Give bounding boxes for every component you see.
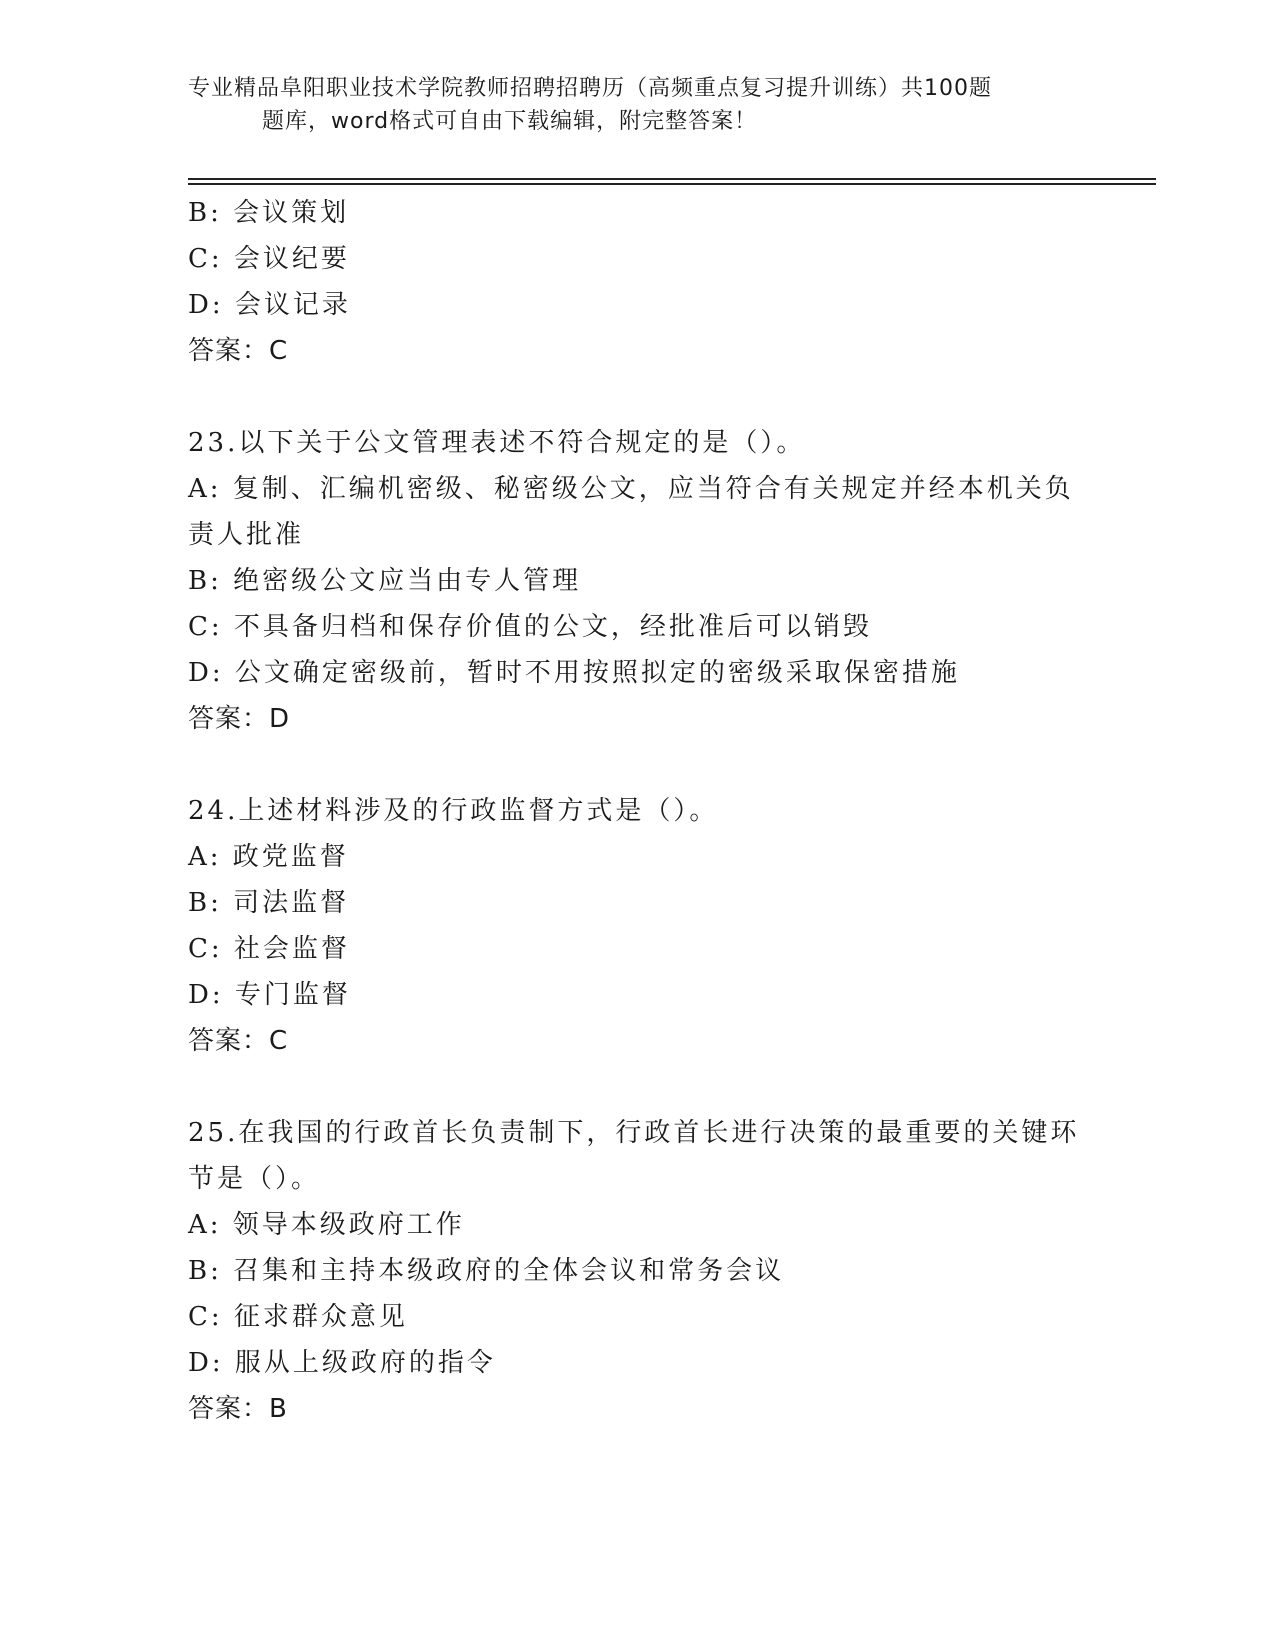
question-stem: 23.以下关于公文管理表述不符合规定的是（）。	[188, 428, 806, 458]
option-d: D: 公文确定密级前，暂时不用按照拟定的密级采取保密措施	[188, 658, 960, 688]
spacer	[188, 374, 1068, 420]
option-d: D: 会议记录	[188, 290, 351, 320]
option-d: D: 专门监督	[188, 980, 351, 1010]
option-c: C: 会议纪要	[188, 244, 350, 274]
question-stem: 24.上述材料涉及的行政监督方式是（）。	[188, 796, 719, 826]
spacer	[188, 1064, 1068, 1110]
option-c: C: 征求群众意见	[188, 1302, 408, 1332]
document-header	[188, 72, 1068, 138]
question-block-23	[188, 420, 1074, 742]
header-divider-top	[188, 178, 1156, 180]
header-title-line1: 专业精品阜阳职业技术学院教师招聘招聘历（高频重点复习提升训练）共100题	[188, 76, 992, 101]
answer-line: 答案：B	[188, 1394, 288, 1424]
option-b: B: 绝密级公文应当由专人管理	[188, 566, 582, 596]
question-stem-continued: 节是（）。	[188, 1164, 321, 1194]
question-list	[188, 190, 1080, 1432]
option-c: C: 不具备归档和保存价值的公文，经批准后可以销毁	[188, 612, 872, 642]
question-block-25	[188, 1110, 1080, 1432]
option-a: A: 领导本级政府工作	[188, 1210, 465, 1240]
answer-line: 答案：C	[188, 336, 289, 366]
header-title-line2: 题库，word格式可自由下载编辑，附完整答案！	[262, 109, 758, 134]
option-a-continued: 责人批准	[188, 520, 305, 550]
question-block-prev	[188, 190, 1068, 374]
option-b: B: 司法监督	[188, 888, 350, 918]
option-a: A: 政党监督	[188, 842, 349, 872]
answer-line: 答案：C	[188, 1026, 289, 1056]
option-c: C: 社会监督	[188, 934, 350, 964]
question-stem: 25.在我国的行政首长负责制下，行政首长进行决策的最重要的关键环	[188, 1118, 1080, 1148]
header-divider-bottom	[188, 183, 1156, 185]
option-b: B: 会议策划	[188, 198, 350, 228]
spacer	[188, 742, 1068, 788]
option-d: D: 服从上级政府的指令	[188, 1348, 496, 1378]
question-block-24	[188, 788, 1068, 1064]
option-a: A: 复制、汇编机密级、秘密级公文，应当符合有关规定并经本机关负	[188, 474, 1074, 504]
option-b: B: 召集和主持本级政府的全体会议和常务会议	[188, 1256, 785, 1286]
answer-line: 答案：D	[188, 704, 291, 734]
